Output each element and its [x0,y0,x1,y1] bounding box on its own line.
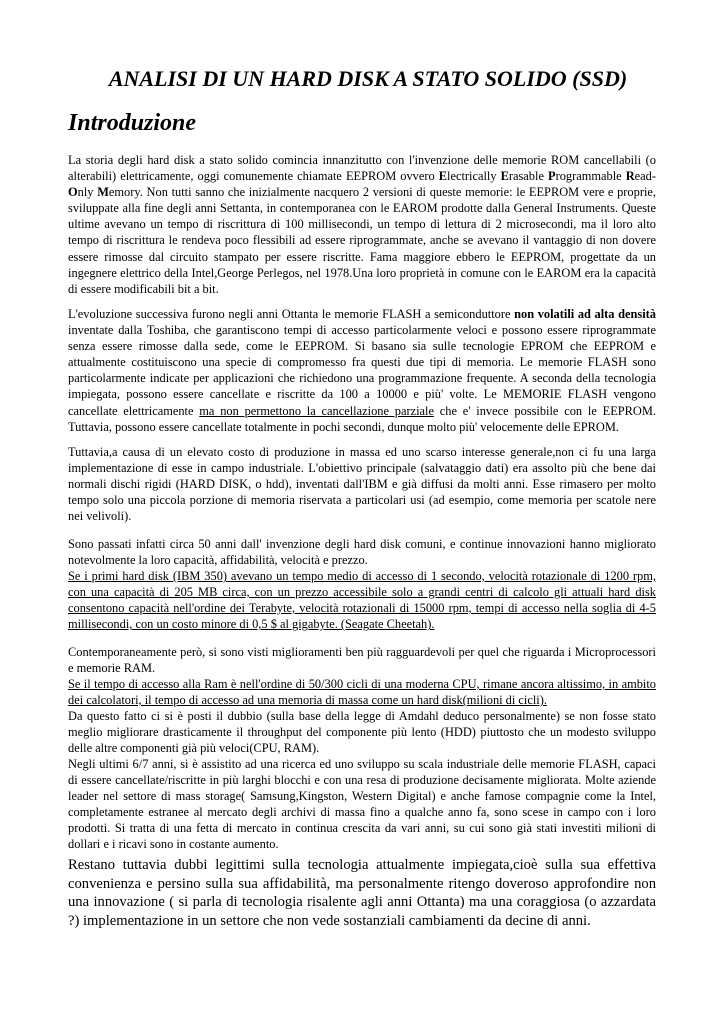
p1-text-2: rasable [508,169,549,184]
p2-text-a: L'evoluzione successiva furono negli anni Ottanta le memorie FLASH a semiconduttore [68,307,515,321]
p2-text-c: che e' invece possibile con le EEPROM. Tuttavia, possono essere cancellate totalmente in pochi secondi, dunque molto più' velocemente delle EPROM. [68,403,656,434]
acronym-letter: E [500,169,509,184]
section-heading: Introduzione [68,110,197,136]
p1-text-4: ead- [634,169,656,184]
p1-text-3: rogrammable [555,169,626,184]
p1-text-5: nly [77,185,98,200]
acronym-letter: P [548,169,556,184]
paragraph-hdd-comparison: Se i primi hard disk (IBM 350) avevano un tempo medio di accesso di 1 secondo, velocità rotazionale di 1200 rpm, con una capacità di 205 MB circa, con un prezzo accessibile solo a grandi centri di calcolo gli attuali hard disk consentono capacità nell'ordine dei Terabyte, velocità rotazionali di 15000 rpm, tempi di accesso nella soglia di 4-5 millisecondi, con un costo minore di 0,5 $ al gigabyte. (Seagate Cheetah). [68,569,656,632]
paragraph-access-time: Se il tempo di accesso alla Ram è nell'ordine di 50/300 cicli di una moderna CPU, rimane ancora altissimo, in ambito dei calcolatori, il tempo di accesso ad una memoria di massa come un hard disk(milioni di cicli). [68,677,656,708]
p1-text-a: La storia degli hard disk a stato solido comincia innanzitutto con l'invenzione delle memorie ROM cancellabili (o alterabili) elettricamente, oggi comunemente chiamate EEPROM ovvero [68,153,656,184]
paragraph-flash-memory [68,306,656,435]
paragraph-hdd-innovation: Sono passati infatti circa 50 anni dall' invenzione degli hard disk comuni, e continue innovazioni hanno migliorato notevolmente la loro capacità, affidabilità, velocità e prezzo. [68,537,656,568]
paragraph-amdahl: Da questo fatto ci si è posti il dubbio (sulla base della legge di Amdahl deduco personalmente) se non fosse stato meglio migliorare drasticamente il throughput del componente più lento (HDD) piuttosto che un modesto sviluppo delle altre componenti già più veloci(CPU, RAM). [68,709,656,756]
paragraph-flash-development: Negli ultimi 6/7 anni, si è assistito ad una ricerca ed uno sviluppo su scala industriale delle memorie FLASH, capaci di essere cancellate/riscritte in più larghi blocchi e con una resa di produzione decisamente migliorata. Molte aziende leader nel settore di mass storage( Samsung,Kingston, Western Digital) e anche famose compagnie come la Intel, completamente estranee al mercato degli archivi di massa fino a qualche anno fa, sono scese in campo con i loro prodotti. Si tratta di una fetta di mercato in continua crescita da vari anni, su cui sono già stati investiti milioni di dollari e i ricavi sono in costante aumento. [68,757,656,852]
paragraph-industrial-adoption: Tuttavia,a causa di un elevato costo di produzione in massa ed uno scarso interesse generale,non ci fu una larga implementazione di esse in campo industriale. L'obiettivo principale (salvataggio dati) era assolto più che bene dai normali dischi rigidi (HARD DISK, o hdd), inventati dall'IBM e già diffusi da molti anni. Esse rimasero per molto tempo solo una piccola porzione di memoria riservata a particolari usi (ad esempio, come memoria per scatole nere nei velivoli). [68,445,656,524]
acronym-letter: M [97,185,109,200]
paragraph-eeprom-history [68,152,656,297]
p2-bold-text: non volatili ad alta densità [514,307,656,321]
acronym-letter: R [625,169,635,184]
acronym-letter: O [68,185,78,200]
p1-text-1: lectrically [447,169,501,184]
document-title: ANALISI DI UN HARD DISK A STATO SOLIDO (SSD) [108,66,628,91]
paragraph-cpu-ram: Contemporaneamente però, si sono visti miglioramenti ben più ragguardevoli per quel che riguarda i Microprocessori e memorie RAM. [68,645,656,676]
acronym-letter: E [438,169,447,184]
p1-text-6: emory. Non tutti sanno che inizialmente nacquero 2 versioni di queste memorie: le EEPROM vere e proprie, sviluppate alla fine degli anni Settanta, in contemporanea con le EAROM prodotte dalla General Instruments. Queste ultime avevano un tempo di riscrittura di 100 millisecondi, un tempo di lettura di 2 microsecondi, ma il loro alto tempo di riscrittura le rendeva poco flessibili ad essere riprogrammate, anche se avevano il vantaggio di non dovere essere rimosse dal circuito stampato per essere riscritte. Fama maggiore ebbero le EEPROM, progettate da un ingegnere elettrico della Intel,George Perlegos, nel 1978.Una loro proprietà in comune con le EAROM era la capacità di essere modificabili bit a bit. [68,185,656,296]
p2-text-b: inventate dalla Toshiba, che garantiscono tempi di accesso particolarmente veloci e possono essere riprogrammate senza essere rimosse dalla sede, come le EEPROM. Si basano sia sulle tecnologie EPROM che EEPROM e attualmente costituiscono una specie di compromesso fra questi due tipi di memoria. Le memorie FLASH sono particolarmente indicate per applicazioni che richiedono una programmazione frequente. A seconda della tecnologia impiegata, possono essere cancellate e riscritte da 100 a 10000 e più' volte. Le MEMORIE FLASH vengono cancellate elettricamente [68,323,656,418]
p2-underlined-text: ma non permettono la cancellazione parziale [199,403,434,418]
paragraph-conclusion: Restano tuttavia dubbi legittimi sulla tecnologia attualmente impiegata,cioè sulla sua effettiva convenienza e persino sulla sua affidabilità, ma personalmente ritengo doveroso approfondire non una innovazione ( si parla di tecnologia risalente agli anni Ottanta) ma una coraggiosa (o azzardata ?) implementazione in un settore che non vede sostanziali cambiamenti da decine di anni. [68,857,656,929]
